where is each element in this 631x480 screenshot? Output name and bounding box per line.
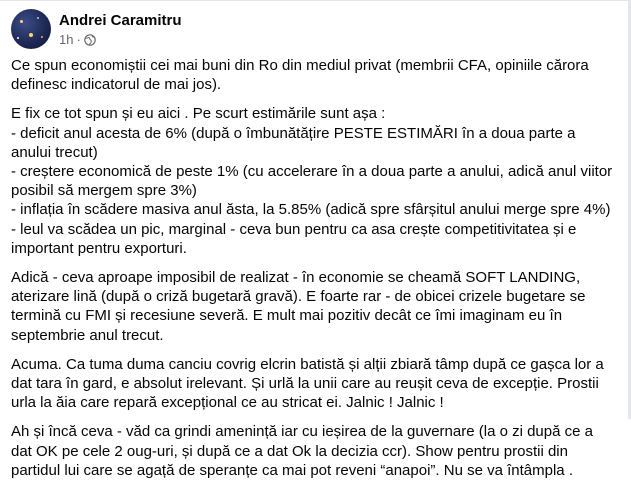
post-paragraph: Acuma. Ca tuma duma canciu covrig elcrin batistă și alții zbiară tâmp după ce gașca lor a dat tara în gard, e absolut irelevant. Și urlă la unii care au reușit ceva de excepție. Prostii urla la ăia care repară excepțional ce au stricat ei. Jalnic ! Jalnic !	[11, 355, 604, 412]
post-body	[11, 56, 613, 480]
post-subline	[59, 31, 182, 48]
post-timestamp[interactable]: 1h	[59, 31, 74, 47]
post-header	[11, 9, 182, 49]
post-paragraph: Ah și încă ceva - văd ca grindi amenință iar cu ieșirea de la guvernare (la o zi după ce a dat OK pe cele 2 oug-uri, și după ce a dat Ok la decizia ccr). Show pentru prostii din partidul lui care se agață de speranțe ca mai pot reveni “anapoi”. Nu se va întâmpla .	[11, 423, 593, 479]
avatar[interactable]	[11, 9, 51, 49]
globe-icon[interactable]	[84, 33, 96, 45]
post-meta	[59, 11, 182, 48]
author-name[interactable]: Andrei Caramitru	[59, 11, 182, 29]
post-paragraph: Adică - ceva aproape imposibil de realizat - în economie se cheamă SOFT LANDING, aterizare lină (după o criză bugetară gravă). E foarte rar - de obicei crizele bugetare se termină cu FMI și recesiune severă. E mult mai pozitiv decât ce îmi imaginam eu în septembrie anul trecut.	[11, 269, 586, 344]
post-paragraph: E fix ce tot spun și eu aici . Pe scurt estimările sunt așa : - deficit anul acesta de 6% (după o îmbunătățire PESTE ESTIMĂRI în a doua parte a anului trecut) - creștere economică de peste 1% (cu accelerare în a doua parte a anului, adică anul viitor posibil să mergem spre 3%) - inflația în scădere masiva anul ăsta, la 5.85% (adică spre sfârșitul anului merge spre 4%) - leul va scădea un pic, marginal - ceva bun pentru ca asa crește competitivitatea și e important pentru exporturi.	[11, 105, 613, 257]
top-divider	[0, 0, 631, 1]
post-paragraph: Ce spun economiștii cei mai buni din Ro din mediul privat (membrii CFA, opiniile cărora definesc indicatorul de mai jos).	[11, 57, 589, 94]
meta-separator: ·	[76, 31, 81, 47]
